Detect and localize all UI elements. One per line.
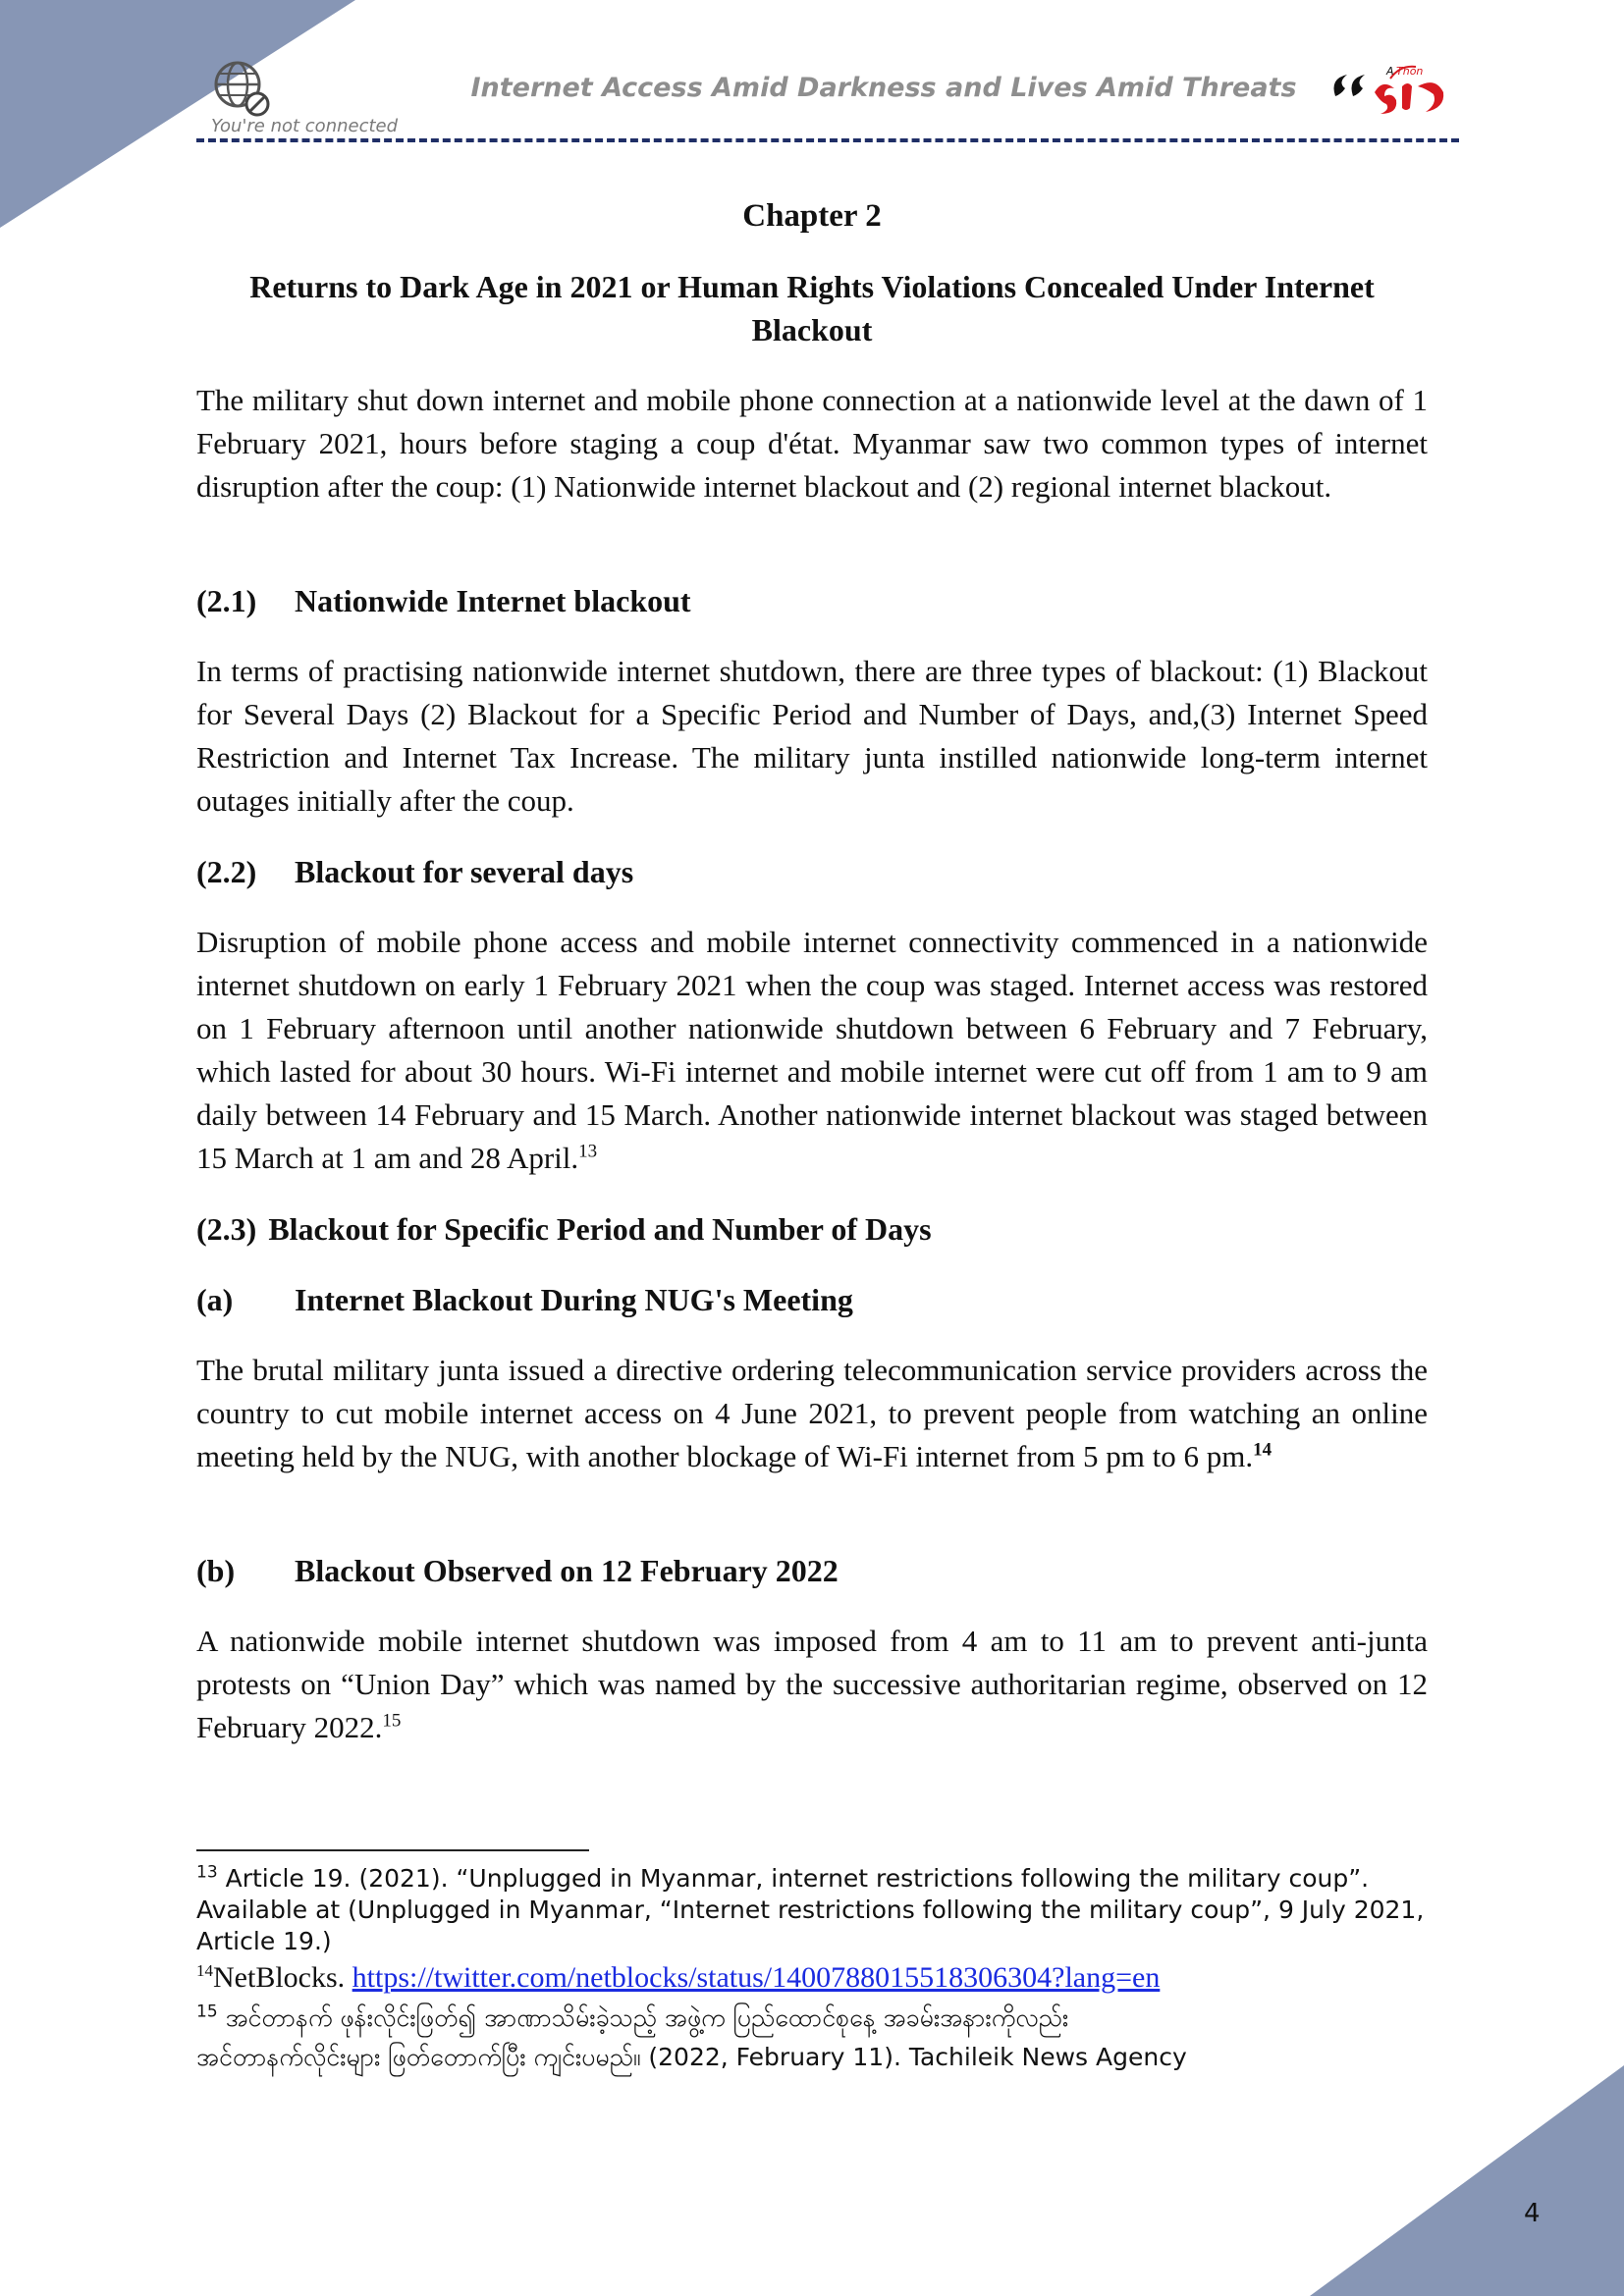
header-divider [196,138,1459,142]
footnote-text-burmese: အင်တာနက် ဖုန်းလိုင်းဖြတ်၍ အာဏာသိမ်းခဲ့သည့် အဖွဲ့က ပြည်ထောင်စုနေ့ အခမ်းအနားကိုလည်း [225,2003,1069,2032]
page-number: 4 [1524,2199,1541,2228]
section-number: (2.1) [196,583,257,618]
paragraph-text: Disruption of mobile phone access and mobile internet connectivity commenced in a nationwide internet shutdown on early 1 February 2021 when the coup was staged. Internet access was restored on 1 February afternoon until another nationwide shutdown between 6 February and 7 February, which lasted for about 30 hours. Wi-Fi internet and mobile internet were cut off from 1 am to 9 am daily between 14 February and 15 March. Another nationwide internet blackout was staged between 15 March at 1 am and 28 April. [196,925,1428,1175]
subsection-a-paragraph [196,1349,1428,1478]
globe-disconnected-icon [210,57,273,120]
footnote-number: 15 [196,2002,218,2022]
svg-text:Thon: Thon [1396,65,1424,78]
section-number: (2.2) [196,854,257,889]
intro-paragraph: The military shut down internet and mobile phone connection at a nationwide level at the dawn of 1 February 2021, hours before staging a coup d'état. Myanmar saw two common types of internet disruption after the coup: (1) Nationwide internet blackout and (2) regional internet blackout. [196,383,1428,504]
corner-decoration-bottom-right [1310,2065,1624,2296]
subsection-heading-b [196,1549,1428,1592]
athon-logo [1327,57,1451,120]
footnote-ref-14[interactable]: 14 [1253,1439,1272,1461]
subsection-b-paragraph [196,1620,1428,1749]
footnote-text: NetBlocks. [213,1961,352,1994]
footnote-number: 14 [196,1961,213,1980]
footnote-15 [196,1999,1428,2077]
section-title: Nationwide Internet blackout [295,583,691,618]
connection-status-text: You're not connected [211,116,399,136]
section-title: Internet Blackout During NUG's Meeting [295,1282,853,1317]
footnote-separator [196,1849,589,1851]
svg-text:A: A [1386,65,1394,78]
paragraph-text: The brutal military junta issued a directive ordering telecommunication service providers across the country to cut mobile internet access on 4 June 2021, to prevent people from watching an online meeting held by the NUG, with another blockage of Wi-Fi internet from 5 pm to 6 pm. [196,1353,1428,1473]
section-heading-2-1 [196,579,1428,622]
section-title: Blackout for Specific Period and Number of Days [268,1211,932,1247]
footnote-ref-15[interactable]: 15 [382,1710,402,1732]
footnote-ref-13[interactable]: 13 [578,1141,598,1162]
section-number: (a) [196,1282,234,1317]
subsection-heading-a [196,1278,1428,1321]
section-title: Blackout Observed on 12 February 2022 [295,1553,839,1588]
footnote-13 [196,1863,1428,1957]
section-title: Blackout for several days [295,854,634,889]
netblocks-link[interactable]: https://twitter.com/netblocks/status/1400788015518306304?lang=en [352,1961,1161,1994]
section-number: (2.3) [196,1211,257,1247]
section-2-2-paragraph [196,921,1428,1180]
footnote-text: Article 19. (2021). “Unplugged in Myanmar, internet restrictions following the military coup”. Available at (Unplugged in Myanmar, “Internet restrictions following the military coup”, 9 July 2021, Article 19.) [196,1864,1425,1955]
section-heading-2-3 [196,1207,1428,1251]
footnote-14 [196,1961,1428,1995]
section-2-1-paragraph: In terms of practising nationwide internet shutdown, there are three types of blackout: (1) Blackout for Several Days (2) Blackout for a Specific Period and Number of Days, and,(3) Internet Speed Restriction and Internet Tax Increase. The military junta instilled nationwide long-term internet outages initially after the coup. [196,654,1428,818]
section-heading-2-2 [196,850,1428,893]
chapter-heading: Chapter 2 [742,198,882,234]
footnote-number: 13 [196,1862,218,1883]
paragraph-text: A nationwide mobile internet shutdown was imposed from 4 am to 11 am to prevent anti-junta protests on “Union Day” which was named by the successive authoritarian regime, observed on 12 February 2022. [196,1624,1428,1744]
footnote-text-source: အင်တာနက်လိုင်းများ ဖြတ်တောက်ပြီး ကျင်းပမည်။ (2022, February 11). Tachileik News Agency [196,2043,1187,2071]
chapter-title: Returns to Dark Age in 2021 or Human Rights Violations Concealed Under Internet Blackout [249,269,1375,347]
running-header-title: Internet Access Amid Darkness and Lives Amid Threats [470,73,1297,103]
section-number: (b) [196,1553,236,1588]
